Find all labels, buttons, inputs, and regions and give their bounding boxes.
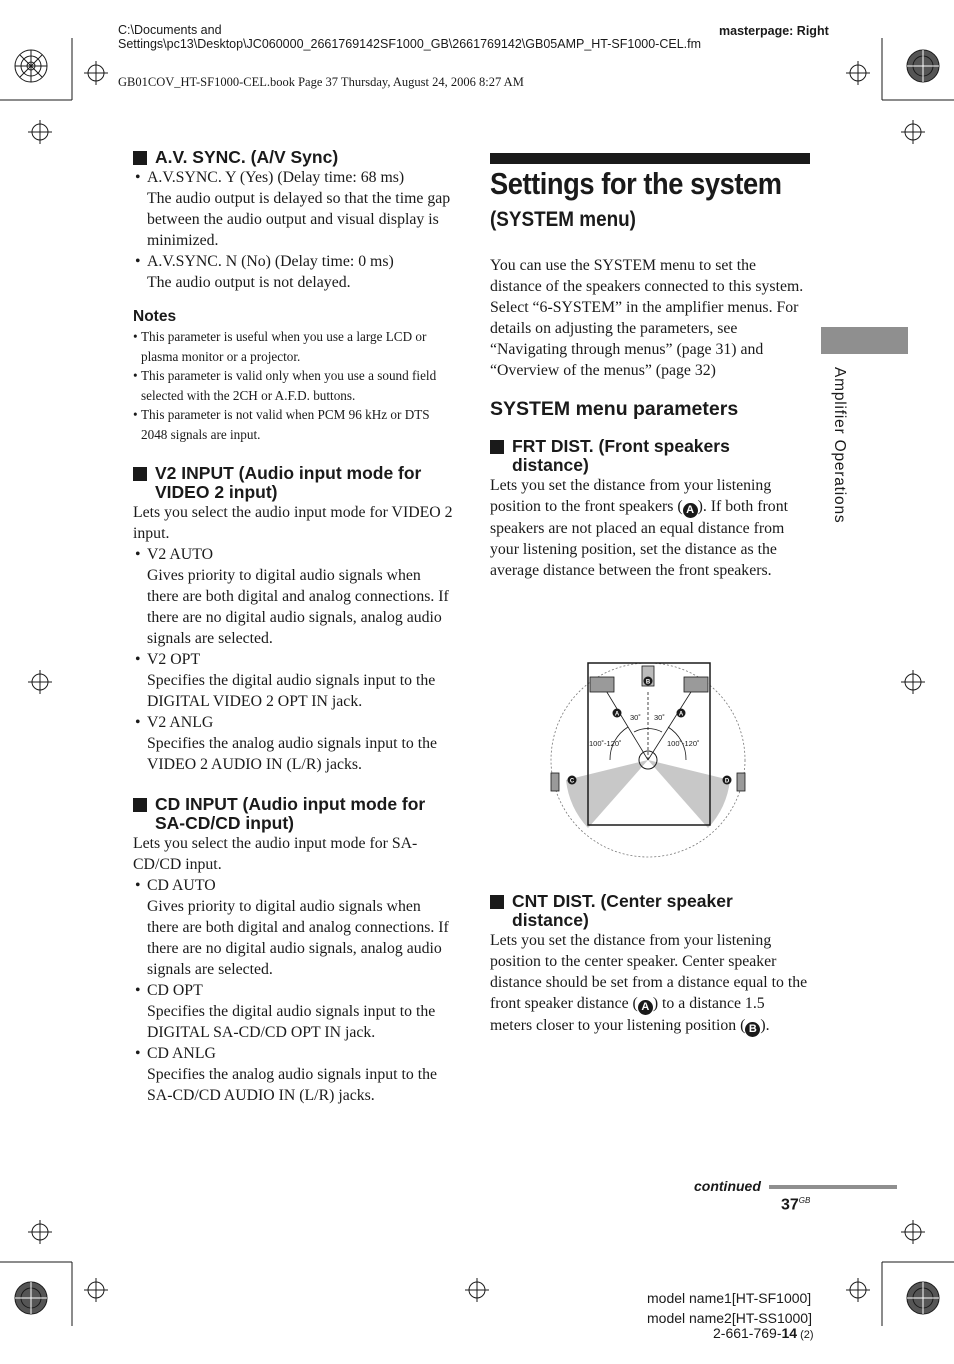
right-column (490, 255, 810, 581)
crosshair-icon (28, 120, 52, 144)
crosshair-icon (28, 670, 52, 694)
crop-rosette-icon (907, 50, 939, 82)
intro-paragraph: You can use the SYSTEM menu to set the distance of the speakers connected to this system. (490, 257, 804, 295)
title-rule (490, 153, 810, 164)
cd-input-heading: CD INPUT (Audio input mode for SA-CD/CD input) (133, 795, 453, 833)
v2-option-label: • V2 ANLG (133, 712, 453, 733)
side-tab (821, 327, 908, 354)
v2-option-description: Gives priority to digital audio signals when there are both digital and analog connections. If there are no digital audio signals, analog audio signals are selected. (147, 567, 449, 647)
notes-title: Notes (133, 308, 177, 325)
square-bullet-icon (133, 467, 147, 481)
cnt-dist-heading: CNT DIST. (Center speaker distance) (490, 892, 810, 930)
range-right-label: 100˚-120˚ (667, 739, 700, 748)
v2-input-heading: V2 INPUT (Audio input mode for VIDEO 2 input) (133, 464, 453, 502)
intro-paragraph-2: Select “6-SYSTEM” in the amplifier menus. For details on adjusting the parameters, see “Navigating through menus” (page 31) and “Overview of the menus” (page 32) (490, 299, 799, 379)
marker-b-icon: B (745, 1022, 760, 1037)
square-bullet-icon (490, 895, 504, 909)
avsync-heading: A.V. SYNC. (A/V Sync) (133, 148, 453, 167)
params-heading: SYSTEM menu parameters (490, 398, 739, 420)
svg-text:D: D (724, 778, 730, 785)
front-right-speaker-icon (684, 677, 708, 692)
v2-intro: Lets you select the audio input mode for VIDEO 2 input. (133, 504, 453, 542)
crosshair-icon (465, 1278, 489, 1302)
svg-text:A: A (678, 711, 684, 718)
file-path: C:\Documents and Settings\pc13\Desktop\JC060000_2661769142SF1000_GB\2661769142\GB05AMP_HT-SF1000-CEL.fm (118, 23, 702, 51)
square-bullet-icon (133, 798, 147, 812)
continued-rule (769, 1185, 897, 1189)
crosshair-icon (84, 61, 108, 85)
page-title: Settings for the system (490, 166, 782, 201)
avsync-no-description: The audio output is not delayed. (147, 274, 351, 291)
note-item: • This parameter is not valid when PCM 96 kHz or DTS 2048 signals are input. (133, 405, 453, 444)
left-column (133, 148, 453, 1106)
masterpage-label: masterpage: Right (719, 24, 829, 38)
front-left-speaker-icon (590, 677, 614, 692)
avsync-option-yes: • A.V.SYNC. Y (Yes) (Delay time: 68 ms) (133, 167, 453, 188)
page-number: $37^{GB}$ (781, 1196, 811, 1214)
v2-option-label: • V2 OPT (133, 649, 453, 670)
svg-text:A: A (614, 711, 620, 718)
crosshair-icon (901, 120, 925, 144)
crosshair-icon (846, 61, 870, 85)
svg-text:C: C (569, 778, 575, 785)
side-tab-label: Amplifier Operations (831, 367, 848, 524)
range-left-label: 100˚-120˚ (589, 739, 622, 748)
cd-option-label: • CD AUTO (133, 875, 453, 896)
cd-option-description: Specifies the analog audio signals input to the SA-CD/CD AUDIO IN (L/R) jacks. (147, 1066, 437, 1104)
angle-left-label: 30˚ (630, 713, 641, 722)
crop-rosette-icon (15, 1282, 47, 1314)
cd-option-description: Specifies the digital audio signals input to the DIGITAL SA-CD/CD OPT IN jack. (147, 1003, 436, 1041)
marker-a-icon: A (683, 503, 698, 518)
note-item: • This parameter is valid only when you use a sound field selected with the 2CH or A.F.D. buttons. (133, 366, 453, 405)
book-info: GB01COV_HT-SF1000-CEL.book Page 37 Thursday, August 24, 2006 8:27 AM (118, 75, 524, 89)
cnt-dist-text: Lets you set the distance from your listening position to the center speaker. Center speaker distance should be set from a distance equal to the front speaker distance ( A ) to a distance 1.5 meters closer to your listening position ( B ). (490, 932, 808, 1035)
square-bullet-icon (133, 151, 147, 165)
avsync-option-no: • A.V.SYNC. N (No) (Delay time: 0 ms) (133, 251, 453, 272)
cd-option-description: Gives priority to digital audio signals when there are both digital and analog connections. If there are no digital audio signals, analog audio signals are selected. (147, 898, 449, 978)
crosshair-icon (846, 1278, 870, 1302)
crosshair-icon (28, 1220, 52, 1244)
v2-option-description: Specifies the digital audio signals input to the DIGITAL VIDEO 2 OPT IN jack. (147, 672, 436, 710)
v2-option-description: Specifies the analog audio signals input to the VIDEO 2 AUDIO IN (L/R) jacks. (147, 735, 437, 773)
continued-label: continued (694, 1178, 761, 1194)
surround-left-speaker-icon (551, 773, 559, 791)
marker-a-icon: A (638, 1000, 653, 1015)
surround-right-speaker-icon (737, 773, 745, 791)
frt-dist-text: Lets you set the distance from your listening position to the front speakers ( A ). If both front speakers are not placed an equal distance from your listening position, set the distance as the average distance between the front speakers. (490, 477, 788, 579)
cd-option-label: • CD ANLG (133, 1043, 453, 1064)
svg-text:B: B (645, 679, 651, 686)
square-bullet-icon (490, 440, 504, 454)
angle-right-label: 30˚ (654, 713, 665, 722)
avsync-yes-description: The audio output is delayed so that the time gap between the audio output and visual display is minimized. (147, 190, 451, 249)
crosshair-icon (84, 1278, 108, 1302)
crop-rosette-icon (907, 1282, 939, 1314)
v2-option-label: • V2 AUTO (133, 544, 453, 565)
right-column-lower (490, 892, 810, 1037)
crop-rosette-icon (15, 50, 47, 82)
model-name-2: model name2[HT-SS1000] (647, 1310, 812, 1326)
frt-dist-heading: FRT DIST. (Front speakers distance) (490, 437, 810, 475)
note-item: • This parameter is useful when you use a large LCD or plasma monitor or a projector. (133, 327, 453, 366)
crosshair-icon (901, 670, 925, 694)
model-name-1: model name1[HT-SF1000] (647, 1290, 812, 1306)
crosshair-icon (901, 1220, 925, 1244)
page-subtitle: (SYSTEM menu) (490, 208, 636, 231)
part-number: 2-661-769-14 (2) (713, 1325, 814, 1341)
speaker-placement-diagram (548, 660, 748, 866)
cd-option-label: • CD OPT (133, 980, 453, 1001)
cd-intro: Lets you select the audio input mode for SA-CD/CD input. (133, 835, 418, 873)
